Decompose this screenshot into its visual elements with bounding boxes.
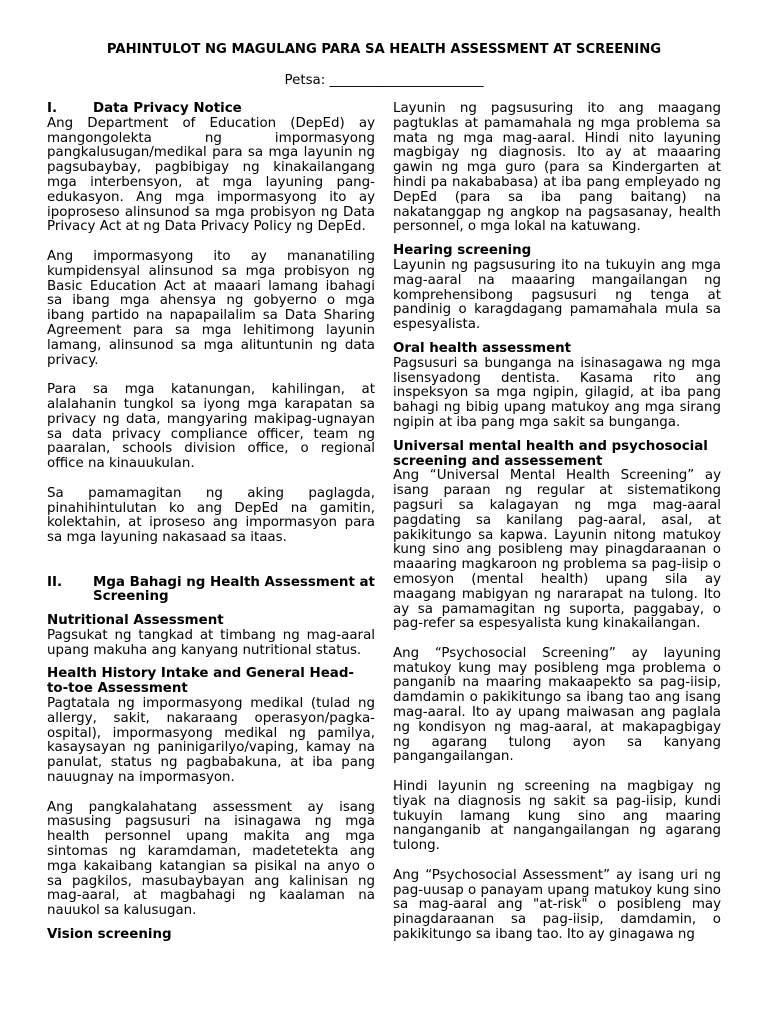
subheading-mental-health: Universal mental health and psychosocial screening and assessement — [393, 438, 708, 469]
section-title: Data Privacy Notice — [93, 101, 242, 116]
paragraph: Ang “Universal Mental Health Screening” ay isang paraan ng regular at sistematikong pagsuri sa kalagayan ng mga mag-aaral pagdating sa kanilang pag-aaral, asal, at pakikitungo sa kapwa. Layunin nitong matukoy kung sino ang posibleng may pinagdaraanan o maaaring magkaroon ng problema sa pag-iisip o emosyon (mental health) upang sila ay maagang mabigyan ng nararapat na tulong. Ito ay sa pamamagitan ng suporta, paggabay, o pag-refer sa espesyalista kung kinakailangan. — [393, 468, 721, 632]
right-column — [393, 102, 721, 943]
paragraph: Para sa mga katanungan, kahilingan, at alalahanin tungkol sa iyong mga karapatan sa privacy ng data, mangyaring makipag-ugnayan sa data privacy compliance officer, team ng paaralan, schools division office, o regional office na kinauukulan. — [47, 382, 375, 472]
subheading-nutritional: Nutritional Assessment — [47, 613, 224, 629]
subheading-oral-health: Oral health assessment — [393, 340, 572, 356]
paragraph: Pagtatala ng impormasyong medikal (tulad ng allergy, sakit, nakaraang operasyon/pagka-ospital), impormasyong medikal ng pamilya, kasaysayan ng paninigarilyo/vaping, kamay na panulat, status ng pagbabakuna, at iba pang nauugnay na impormasyon. — [47, 696, 375, 786]
section-title: Mga Bahagi ng Health Assessment at Screening — [93, 574, 375, 605]
subheading-health-history: Health History Intake and General Head-to-toe Assessment — [47, 666, 354, 697]
paragraph: Ang impormasyong ito ay mananatiling kumpidensyal alinsunod sa mga probisyon ng Basic Education Act at maaari lamang ibahagi sa ibang mga ahensya ng gobyerno o mga ibang partido na napapailalim sa Data Sharing Agreement para sa mga lehitimong layunin lamang, alinsunod sa mga alituntunin ng data privacy. — [47, 248, 375, 368]
document-title: PAHINTULOT NG MAGULANG PARA SA HEALTH ASSESSMENT AT SCREENING — [106, 42, 662, 57]
paragraph: Sa pamamagitan ng aking paglagda, pinahihintulutan ko ang DepEd na gamitin, kolektahin, at iproseso ang impormasyon para sa mga layuning nakasaad sa itaas. — [47, 485, 375, 546]
paragraph: Ang “Psychosocial Assessment” ay isang uri ng pag-uusap o panayam upang matukoy kung sino sa mag-aaral ang "at-risk" o posibleng may pinagdaraanan sa pag-iisip, damdamin, o pakikitungo sa ibang tao. Ito ay ginagawa ng — [393, 867, 721, 943]
paragraph: Layunin ng pagsusuring ito na tukuyin ang mga mag-aaral na maaaring mangailangan ng komprehensibong pagsusuri ng tenga at pandinig o karagdagang pamamahala mula sa espesyalista. — [393, 257, 721, 333]
section-number: II. — [47, 574, 63, 590]
paragraph: Ang pangkalahatang assessment ay isang masusing pagsusuri na isinagawa ng mga health personnel upang makita ang mga sintomas ng karamdaman, madetetekta ang mga kakaibang katangian sa pisikal na anyo o sa pagkilos, masubaybayan ang kalinisan ng mag-aaral, at magbahagi ng kaalaman na nauukol sa kalusugan. — [47, 799, 375, 919]
subheading-hearing: Hearing screening — [393, 243, 532, 259]
section-heading-components — [47, 576, 375, 606]
paragraph: Ang “Psychosocial Screening” ay layuning matukoy kung may posibleng mga problema o panganib na maaring makaapekto sa pag-iisip, damdamin o pakikitungo sa ibang tao ang isang mag-aaral. Ito ay upang maiwasan ang paglala ng kondisyon ng mag-aaral, at makapagbigay ng agarang tulong ayon sa kanyang pangangailangan. — [393, 645, 721, 765]
paragraph: Hindi layunin ng screening na magbigay ng tiyak na diagnosis ng sakit sa pag-iisip, kundi tukuyin lamang kung sino ang maaring nanganganib at nangangailangan ng agarang tulong. — [393, 779, 721, 854]
paragraph: Pagsukat ng tangkad at timbang ng mag-aaral upang makuha ang kanyang nutritional status. — [47, 627, 375, 658]
subheading-vision: Vision screening — [47, 927, 172, 943]
section-number: I. — [47, 101, 58, 116]
date-line: Petsa: _______________________ — [284, 73, 484, 88]
left-column — [47, 102, 375, 943]
paragraph: Layunin ng pagsusuring ito ang maagang pagtuklas at pamamahala ng mga problema sa mata ng mga mag-aaral. Hindi nito layuning magbigay ng diagnosis. Ito ay at maaaring gawin ng mga guro (para sa Kindergarten at hindi pa nakababasa) at iba pang empleyado ng DepEd (para sa iba pang baitang) na nakatanggap ng angkop na pagsasanay, health personnel, o mga lokal na katuwang. — [393, 101, 721, 235]
section-heading-data-privacy — [47, 102, 375, 117]
paragraph: Ang Department of Education (DepEd) ay mangongolekta ng impormasyong pangkalusugan/medikal para sa mga layunin ng pagsubaybay, pagbibigay ng kinakailangang mga interbensyon, at mga layuning pang-edukasyon. Ang mga impormasyong ito ay ipoproseso alinsunod sa mga probisyon ng Data Privacy Act at ng Data Privacy Policy ng DepEd. — [47, 115, 375, 235]
paragraph: Pagsusuri sa bunganga na isinasagawa ng mga lisensyadong dentista. Kasama rito ang inspeksyon sa mga ngipin, gilagid, at iba pang bahagi ng bibig upang matukoy ang mga sirang ngipin at iba pang mga sakit sa bunganga. — [393, 355, 721, 430]
